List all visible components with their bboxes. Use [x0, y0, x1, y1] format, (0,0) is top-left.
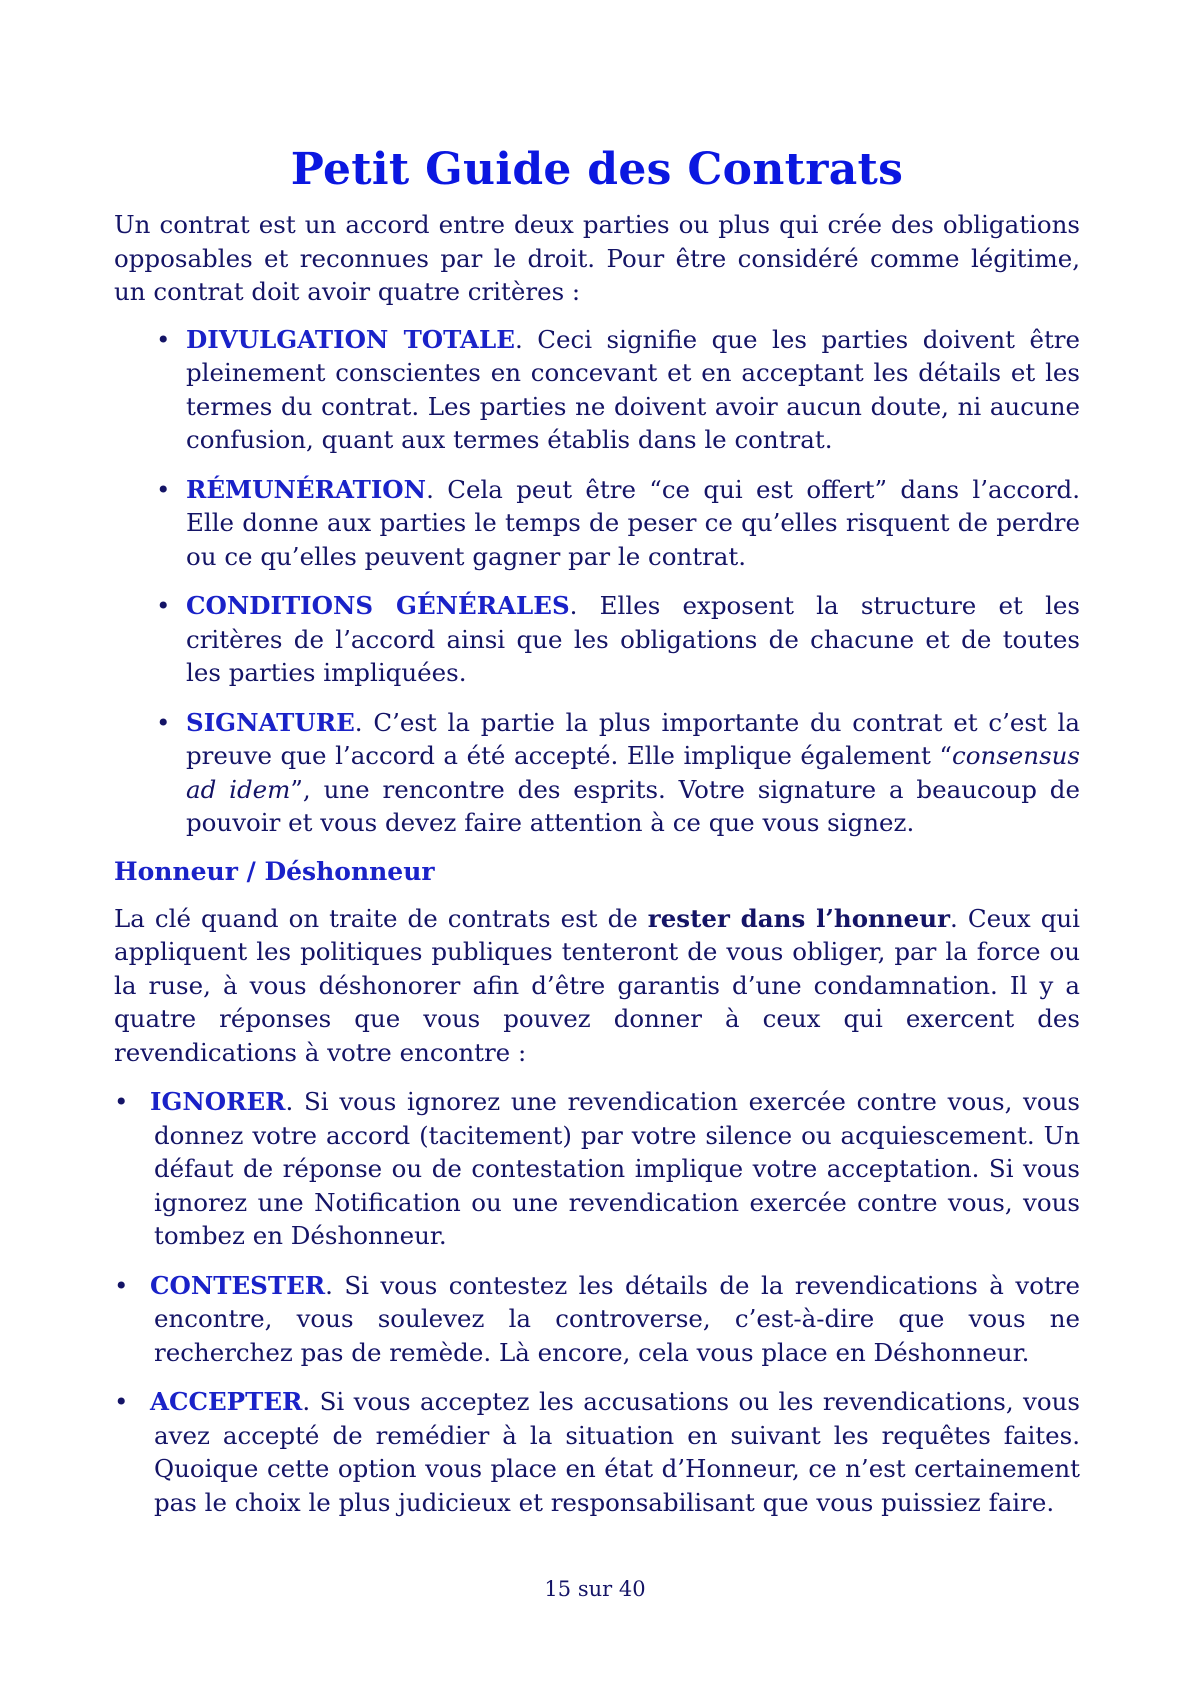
criteria-item [156, 706, 1080, 840]
section-paragraph [114, 902, 1080, 1070]
criteria-term: SIGNATURE [186, 707, 355, 737]
response-item [114, 1269, 1080, 1370]
section-heading: Honneur / Déshonneur [114, 856, 435, 886]
bullet-icon: • [156, 324, 171, 354]
document-page [114, 140, 1080, 1535]
bullet-icon: • [156, 474, 171, 504]
response-term: ACCEPTER [150, 1387, 303, 1416]
criteria-list [114, 323, 1080, 840]
criteria-term: CONDITIONS GÉNÉRALES [186, 591, 570, 620]
response-term: IGNORER [150, 1087, 286, 1116]
response-text: . Si vous ignorez une revendication exercée contre vous, vous donnez votre accord (tacitement) par votre silence ou acquiescement. Un défaut de réponse ou de contestation implique votre acceptation. Si vous ignorez une Notification ou une revendication exercée contre vous, vous tombez en Déshonneur. [154, 1087, 1080, 1250]
intro-paragraph: Un contrat est un accord entre deux parties ou plus qui crée des obligations opposables et reconnues par le droit. Pour être considéré comme légitime, un contrat doit avoir quatre critères : [114, 210, 1080, 306]
latin-phrase: consensus ad idem [186, 741, 1080, 804]
criteria-term: RÉMUNÉRATION [186, 474, 427, 504]
criteria-text: ”, une rencontre des esprits. Votre signature a beaucoup de pouvoir et vous devez faire attention à ce que vous signez. [186, 774, 1080, 837]
criteria-item [156, 589, 1080, 690]
response-term: CONTESTER [150, 1270, 326, 1300]
response-text: . Si vous acceptez les accusations ou les revendications, vous avez accepté de remédier à la situation en suivant les requêtes faites. Quoique cette option vous place en état d’Honneur, ce n’est certainement pas le choix le plus judicieux et responsabilisant que vous puissiez faire. [154, 1387, 1080, 1517]
emphasis-text: rester dans l’honneur [647, 903, 950, 933]
bullet-icon: • [114, 1087, 129, 1116]
response-text: . Si vous contestez les détails de la revendications à votre encontre, vous soulevez la controverse, c’est-à-dire que vous ne recherchez pas de remède. Là encore, cela vous place en Déshonneur. [154, 1270, 1080, 1367]
section-text: La clé quand on traite de contrats est de [114, 903, 648, 933]
bullet-icon: • [114, 1270, 129, 1300]
bullet-icon: • [156, 591, 171, 620]
response-item [114, 1385, 1080, 1519]
criteria-text: . C’est la partie la plus importante du contrat et c’est la preuve que l’accord a été accepté. Elle implique également “ [186, 707, 1080, 770]
criteria-item [156, 323, 1080, 457]
criteria-text: . Elles exposent la structure et les critères de l’accord ainsi que les obligations de chacune et de toutes les parties impliquées. [186, 591, 1080, 687]
criteria-term: DIVULGATION TOTALE [186, 324, 515, 354]
criteria-item [156, 473, 1080, 574]
page-number: 15 sur 40 [544, 1577, 646, 1601]
response-item [114, 1085, 1080, 1253]
bullet-icon: • [156, 707, 171, 737]
page-title: Petit Guide des Contrats [290, 144, 904, 195]
criteria-text: . Ceci signifie que les parties doivent être pleinement conscientes en concevant et en acceptant les détails et les termes du contrat. Les parties ne doivent avoir aucun doute, ni aucune confusion, quant aux termes établis dans le contrat. [186, 324, 1080, 454]
section-text: . Ceux qui appliquent les politiques publiques tenteront de vous obliger, par la force ou la ruse, à vous déshonorer afin d’être garantis d’une condamnation. Il y a quatre réponses que vous pouvez donner à ceux qui exercent des revendications à votre encontre : [114, 903, 1081, 1067]
criteria-text: . Cela peut être “ce qui est offert” dans l’accord. Elle donne aux parties le temps de peser ce qu’elles risquent de perdre ou ce qu’elles peuvent gagner par le contrat. [186, 474, 1080, 571]
responses-list [114, 1085, 1080, 1519]
bullet-icon: • [114, 1387, 129, 1416]
